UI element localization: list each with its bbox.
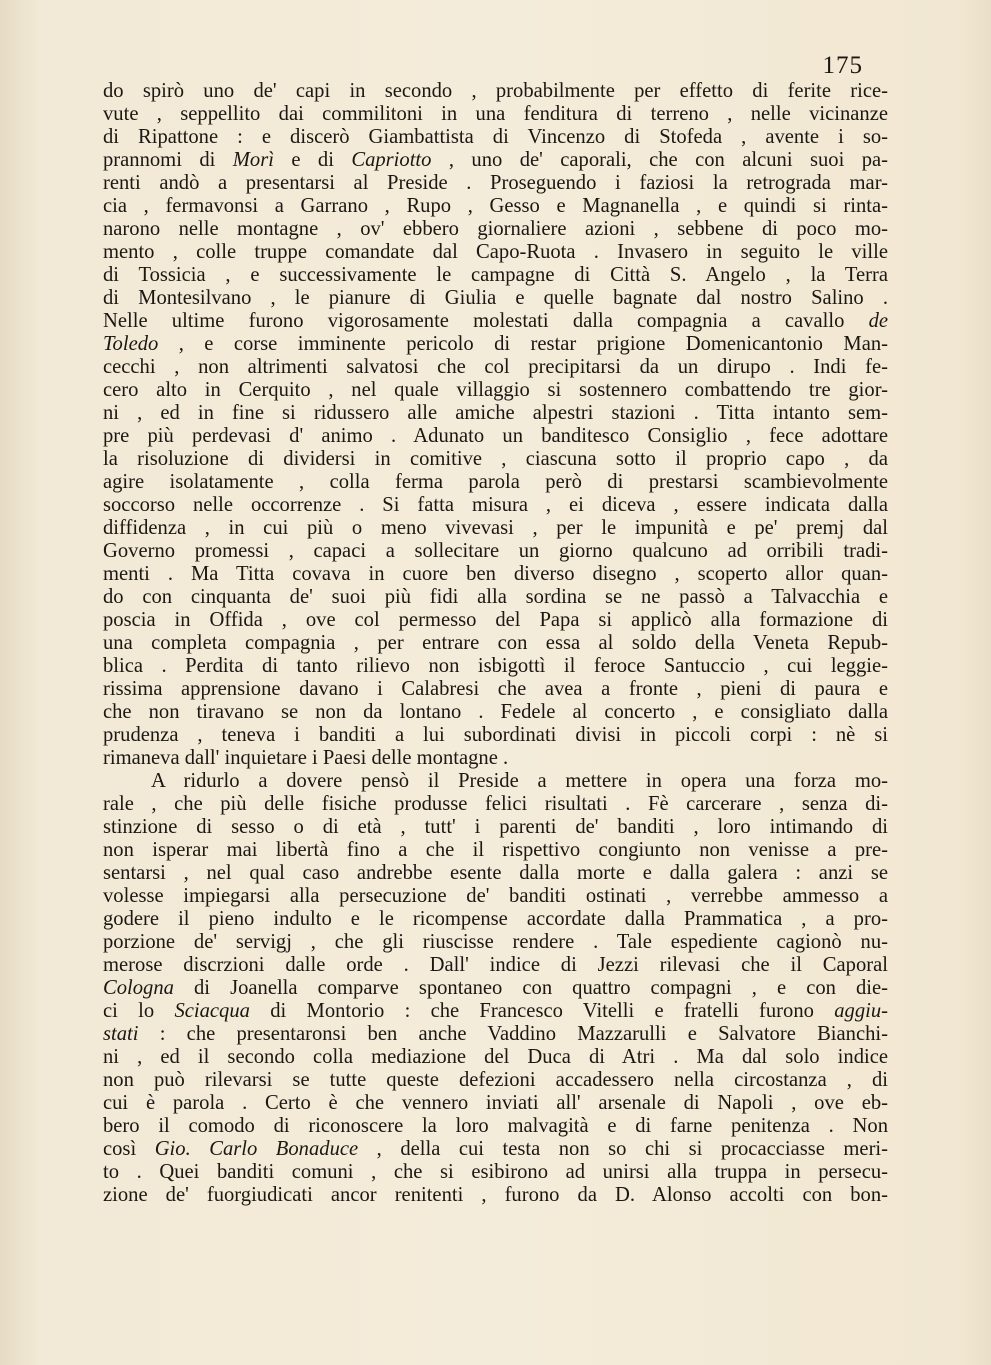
text-line: merose discrzioni dalle orde . Dall' indice di Jezzi rilevasi che il Caporal [103,954,888,976]
text-line: la risoluzione di dividersi in comitive , ciascuna sotto il proprio capo , da [103,448,888,470]
text-line: pre più perdevasi d' animo . Adunato un banditesco Consiglio , fece adottare [103,425,888,447]
text-line: bero il comodo di riconoscere la loro malvagità e di farne penitenza . Non [103,1115,888,1137]
text-line: stati : che presentaronsi ben anche Vaddino Mazzarulli e Salvatore Bianchi- [103,1023,888,1045]
text-line: godere il pieno indulto e le ricompense accordate dalla Prammatica , a pro- [103,908,888,930]
text-line: mento , colle truppe comandate dal Capo-Ruota . Invasero in seguito le ville [103,241,888,263]
text-line: volesse impiegarsi alla persecuzione de' banditi ostinati , verrebbe ammesso a [103,885,888,907]
text-line: porzione de' servigj , che gli riuscisse rendere . Tale espediente cagionò nu- [103,931,888,953]
text-line: cecchi , non altrimenti salvatosi che col precipitarsi da un dirupo . Indi fe- [103,356,888,378]
text-line: ci lo Sciacqua di Montorio : che Francesco Vitelli e fratelli furono aggiu- [103,1000,888,1022]
text-line: cero alto in Cerquito , nel quale villaggio si sostennero combattendo tre gior- [103,379,888,401]
text-line: Cologna di Joanella comparve spontaneo con quattro compagni , e con die- [103,977,888,999]
page-number: 175 [822,52,863,79]
text-line: vute , seppellito dai commilitoni in una fenditura di terreno , nelle vicinanze [103,103,888,125]
text-line: ni , ed in fine si ridussero alle amiche alpestri stazioni . Titta intanto sem- [103,402,888,424]
text-line: poscia in Offida , ove col permesso del Papa si applicò alla formazione di [103,609,888,631]
text-line: diffidenza , in cui più o meno vivevasi , per le impunità e pe' premj dal [103,517,888,539]
text-line: do con cinquanta de' suoi più fidi alla sordina se ne passò a Talvacchia e [103,586,888,608]
text-line: ni , ed il secondo colla mediazione del Duca di Atri . Ma dal solo indice [103,1046,888,1068]
text-line: Toledo , e corse imminente pericolo di restar prigione Domenicantonio Man- [103,333,888,355]
text-line: che non tiravano se non da lontano . Fedele al concerto , e consigliato dalla [103,701,888,723]
text-line: di Tossicia , e successivamente le campagne di Città S. Angelo , la Terra [103,264,888,286]
text-line: blica . Perdita di tanto rilievo non isbigottì il feroce Santuccio , cui leggie- [103,655,888,677]
text-line: agire isolatamente , colla ferma parola però di prestarsi scambievolmente [103,471,888,493]
text-line: cia , fermavonsi a Garrano , Rupo , Gesso e Magnanella , e quindi si rinta- [103,195,888,217]
text-line: sentarsi , nel qual caso andrebbe esente dalla morte e dalla galera : anzi se [103,862,888,884]
text-line: to . Quei banditi comuni , che si esibirono ad unirsi alla truppa in persecu- [103,1161,888,1183]
text-line: do spirò uno de' capi in secondo , probabilmente per effetto di ferite rice- [103,80,888,102]
text-line: Governo promessi , capaci a sollecitare un giorno qualcuno ad orribili tradi- [103,540,888,562]
text-line: così Gio. Carlo Bonaduce , della cui testa non so chi si procacciasse meri- [103,1138,888,1160]
text-line: Nelle ultime furono vigorosamente molestati dalla compagnia a cavallo de [103,310,888,332]
text-line: prudenza , teneva i banditi a lui subordinati divisi in piccoli corpi : nè si [103,724,888,746]
body-text [103,80,888,1207]
text-line: menti . Ma Titta covava in cuore ben diverso disegno , scoperto allor quan- [103,563,888,585]
text-line: non isperar mai libertà fino a che il rispettivo congiunto non venisse a pre- [103,839,888,861]
text-line: renti andò a presentarsi al Preside . Proseguendo i faziosi la retrograda mar- [103,172,888,194]
text-line: una completa compagnia , per entrare con essa al soldo della Veneta Repub- [103,632,888,654]
text-line: rale , che più delle fisiche produsse felici risultati . Fè carcerare , senza di- [103,793,888,815]
text-line: di Montesilvano , le pianure di Giulia e quelle bagnate dal nostro Salino . [103,287,888,309]
text-line: soccorso nelle occorrenze . Si fatta misura , ei diceva , essere indicata dalla [103,494,888,516]
text-line: narono nelle montagne , ov' ebbero giornaliere azioni , sebbene di poco mo- [103,218,888,240]
text-line: rissima apprensione davano i Calabresi che avea a fronte , pieni di paura e [103,678,888,700]
text-line: stinzione di sesso o di età , tutt' i parenti de' banditi , loro intimando di [103,816,888,838]
text-line: prannomi di Morì e di Capriotto , uno de' caporali, che con alcuni suoi pa- [103,149,888,171]
text-line: A ridurlo a dovere pensò il Preside a mettere in opera una forza mo- [151,770,888,792]
text-line: cui è parola . Certo è che vennero inviati all' arsenale di Napoli , ove eb- [103,1092,888,1114]
text-line: rimaneva dall' inquietare i Paesi delle montagne . [103,747,509,769]
text-line: zione de' fuorgiudicati ancor renitenti , furono da D. Alonso accolti con bon- [103,1184,888,1206]
text-line: di Ripattone : e discerò Giambattista di Vincenzo di Stofeda , avente i so- [103,126,888,148]
text-line: non può rilevarsi se tutte queste defezioni accadessero nella circostanza , di [103,1069,888,1091]
